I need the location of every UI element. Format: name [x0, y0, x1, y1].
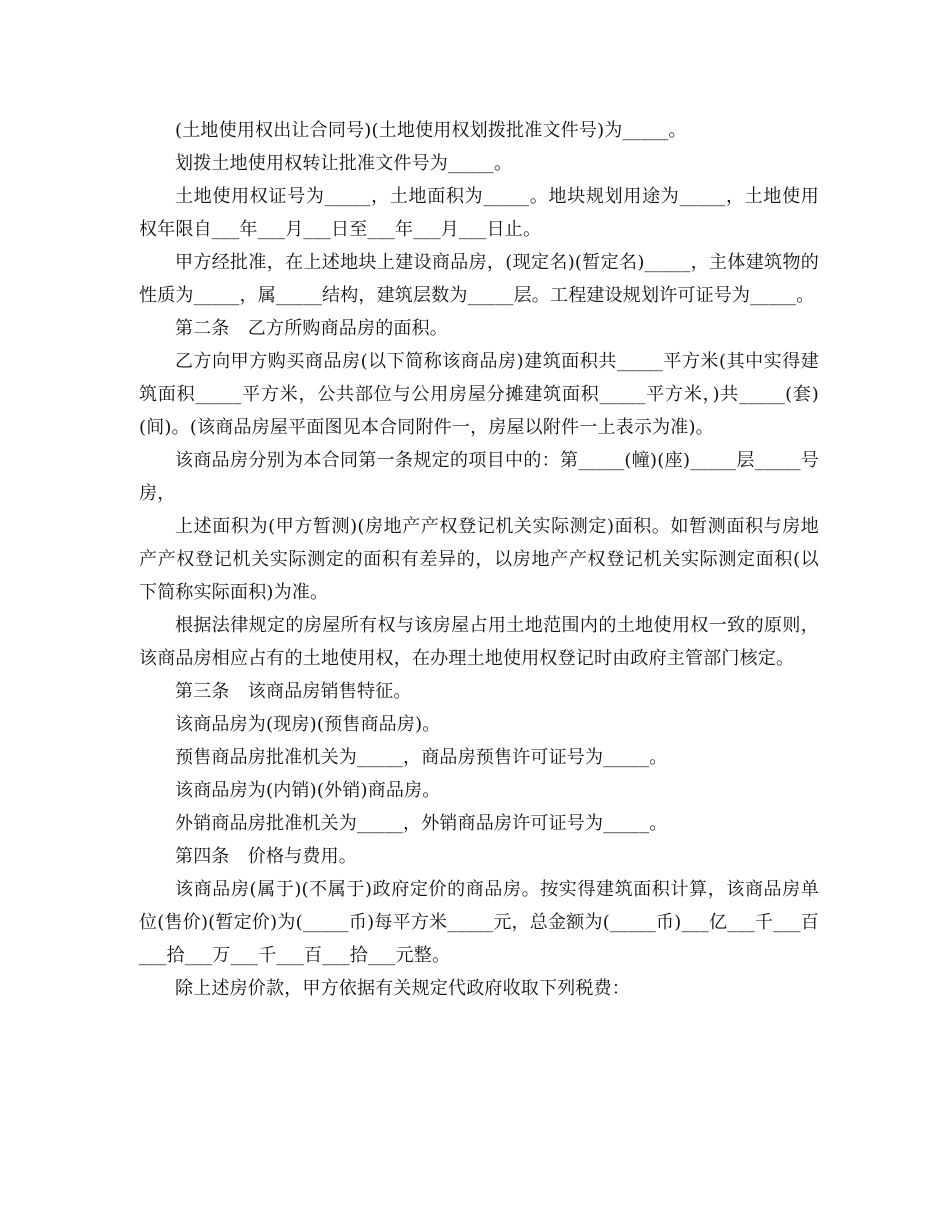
paragraph-presale-approval: 预售商品房批准机关为_____，商品房预售许可证号为_____。	[175, 747, 668, 768]
article-4-heading: 第四条 价格与费用。	[175, 846, 357, 867]
paragraph-land-contract-number: (土地使用权出让合同号)(土地使用权划拨批准文件号)为_____。	[175, 120, 687, 141]
paragraph-purchase-area: 乙方向甲方购买商品房(以下简称该商品房)建筑面积共_____平方米(其中实得建筑面积_____平方米，公共部位与公用房屋分摊建筑面积_____平方米，)共_____(套)(间)。(该商品房屋平面图见本合同附件一，房屋以附件一上表示为准)。	[139, 351, 819, 438]
paragraph-unit-location: 该商品房分别为本合同第一条规定的项目中的：第_____(幢)(座)_____层_____号房，	[139, 450, 819, 504]
paragraph-foreign-sale-approval: 外销商品房批准机关为_____，外销商品房许可证号为_____。	[175, 813, 668, 834]
paragraph-taxes-fees: 除上述房价款，甲方依据有关规定代政府收取下列税费：	[175, 978, 630, 999]
paragraph-price: 该商品房(属于)(不属于)政府定价的商品房。按实得建筑面积计算，该商品房单位(售价)(暂定价)为(_____币)每平方米_____元，总金额为(_____币)___亿___千___百___拾___万___千___百___拾___元整。	[139, 879, 819, 966]
paragraph-house-type: 该商品房为(现房)(预售商品房)。	[175, 714, 441, 735]
paragraph-land-use-right: 根据法律规定的房屋所有权与该房屋占用土地范围内的土地使用权一致的原则，该商品房相应占有的土地使用权，在办理土地使用权登记时由政府主管部门核定。	[139, 615, 819, 669]
article-3-heading: 第三条 该商品房销售特征。	[175, 681, 412, 702]
paragraph-building-approval: 甲方经批准，在上述地块上建设商品房，(现定名)(暂定名)_____，主体建筑物的性质为_____，属_____结构，建筑层数为_____层。工程建设规划许可证号为_____。	[139, 252, 819, 306]
paragraph-transfer-approval-number: 划拨土地使用权转让批准文件号为_____。	[175, 153, 513, 174]
paragraph-area-measurement: 上述面积为(甲方暂测)(房地产产权登记机关实际测定)面积。如暂测面积与房地产产权登记机关实际测定的面积有差异的，以房地产产权登记机关实际测定面积(以下简称实际面积)为准。	[139, 516, 819, 603]
paragraph-land-certificate: 土地使用权证号为_____，土地面积为_____。地块规划用途为_____，土地使用权年限自___年___月___日至___年___月___日止。	[139, 186, 819, 240]
contract-body	[139, 114, 819, 1005]
article-2-heading: 第二条 乙方所购商品房的面积。	[175, 318, 448, 339]
paragraph-domestic-foreign: 该商品房为(内销)(外销)商品房。	[175, 780, 441, 801]
